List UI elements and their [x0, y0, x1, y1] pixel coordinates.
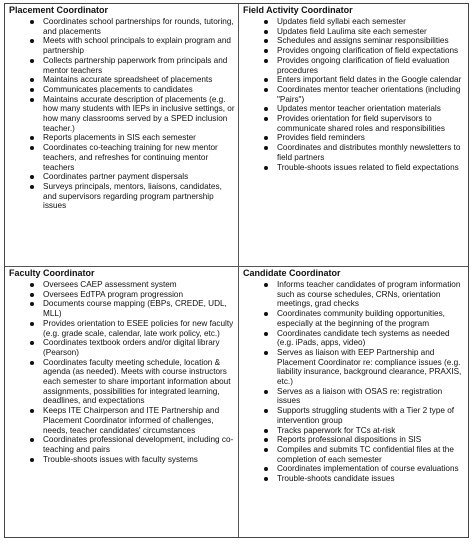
duty-text: Trouble-shoots candidate issues — [277, 474, 395, 484]
duty-text: Provides ongoing clarification of field expectations — [277, 46, 459, 56]
duty-item — [43, 36, 235, 55]
bullet-icon — [264, 78, 268, 82]
duty-text: Provides orientation to ESEE policies for new faculty (e.g. grade scale, calendar, late work policy, etc.) — [43, 318, 234, 338]
duty-item — [277, 104, 465, 114]
duty-item — [277, 163, 465, 173]
duty-text: Documents course mapping (EBPs, CREDE, UDL, MLL) — [43, 299, 227, 319]
faculty-coordinator-title: Faculty Coordinator — [9, 268, 95, 278]
duty-item — [277, 280, 465, 309]
duty-text: Provides ongoing clarification of field evaluation procedures — [277, 55, 450, 75]
duty-item — [43, 182, 235, 211]
bullet-icon — [264, 59, 268, 63]
duty-item — [277, 75, 465, 85]
duty-item — [277, 143, 465, 162]
duty-text: Schedules and assigns seminar responsibilities — [277, 36, 449, 46]
candidate-duties-list — [243, 280, 465, 484]
bullet-icon — [30, 302, 34, 306]
bullet-icon — [30, 88, 34, 92]
duty-item — [43, 17, 235, 36]
bullet-icon — [264, 390, 268, 394]
bullet-icon — [264, 88, 268, 92]
bullet-icon — [30, 185, 34, 189]
faculty-coordinator-cell — [5, 267, 238, 537]
bullet-icon — [264, 39, 268, 43]
duty-item — [277, 46, 465, 56]
duty-item — [43, 143, 235, 172]
bullet-icon — [264, 30, 268, 34]
duty-item — [277, 435, 465, 445]
duty-text: Coordinates school partnerships for rounds, tutoring, and placements — [43, 17, 234, 36]
duty-text: Reports placements in SIS each semester — [43, 133, 196, 143]
duty-text: Keeps ITE Chairperson and ITE Partnership and Placement Coordinator informed of challenges, needs, teacher candidates' circumstances — [43, 406, 220, 435]
duty-text: Informs teacher candidates of program information such as course schedules, CRNs, orientation meetings, grad checks — [277, 280, 461, 309]
bullet-icon — [264, 136, 268, 140]
duty-text: Enters important field dates in the Google calendar — [277, 75, 462, 85]
duty-text: Serves as liaison with EEP Partnership and Placement Coordinator re: compliance issues (e.g. liability insurance, background clearance, PRAXIS, etc.) — [277, 347, 462, 387]
duty-text: Tracks paperwork for TCs at-risk — [277, 425, 396, 435]
bullet-icon — [30, 136, 34, 140]
duty-item — [43, 299, 235, 318]
bullet-icon — [264, 312, 268, 316]
duty-text: Coordinates textbook orders and/or digital library (Pearson) — [43, 338, 220, 357]
duty-text: Provides orientation for field supervisors to communicate shared roles and responsibilities — [277, 114, 445, 133]
bullet-icon — [30, 438, 34, 442]
bullet-icon — [30, 341, 34, 345]
duty-text: Compiles and submits TC confidential files at the completion of each semester — [277, 444, 454, 464]
duty-item — [43, 75, 235, 85]
duty-text: Coordinates partner payment dispersals — [43, 172, 189, 182]
duty-item — [277, 348, 465, 387]
duty-item — [43, 133, 235, 143]
bullet-icon — [30, 361, 34, 365]
bullet-icon — [264, 146, 268, 150]
duty-item — [43, 290, 235, 300]
duty-text: Reports professional dispositions in SIS — [277, 435, 422, 445]
bullet-icon — [30, 409, 34, 413]
placement-duties-list — [9, 17, 235, 211]
bullet-icon — [30, 59, 34, 63]
bullet-icon — [30, 458, 34, 462]
bullet-icon — [30, 98, 34, 102]
duty-item — [43, 406, 235, 435]
duty-item — [277, 133, 465, 143]
duty-text: Coordinates professional development, including co-teaching and pairs — [43, 435, 234, 454]
bullet-icon — [264, 49, 268, 53]
duty-item — [43, 455, 235, 465]
bullet-icon — [264, 438, 268, 442]
duty-text: Supports struggling students with a Tier 2 type of intervention group — [277, 406, 455, 425]
duty-text: Surveys principals, mentors, liaisons, candidates, and supervisors regarding program partnership issues — [43, 181, 222, 211]
duty-item — [277, 36, 465, 46]
bullet-icon — [264, 166, 268, 170]
duty-item — [277, 406, 465, 425]
bullet-icon — [30, 175, 34, 179]
placement-coordinator-cell — [5, 4, 238, 266]
duty-item — [43, 56, 235, 75]
duty-text: Coordinates faculty meeting schedule, location & agenda (as needed). Meets with course instructors each semester to share important information about assignments, possibilities for integrated learning, deadlines, and expectations — [43, 357, 231, 406]
bullet-icon — [264, 429, 268, 433]
bullet-icon — [264, 448, 268, 452]
bullet-icon — [30, 322, 34, 326]
duty-text: Trouble-shoots issues with faculty systems — [43, 454, 198, 464]
duty-text: Oversees EdTPA program progression — [43, 289, 184, 299]
duty-item — [277, 114, 465, 133]
duty-text: Coordinates mentor teacher orientations (including "Pairs") — [277, 84, 461, 104]
bullet-icon — [30, 146, 34, 150]
duty-text: Collects partnership paperwork from principals and mentor teachers — [43, 55, 228, 75]
duty-text: Updates mentor teacher orientation materials — [277, 104, 441, 114]
duty-text: Coordinates candidate tech systems as needed (e.g. iPads, apps, video) — [277, 328, 450, 348]
bullet-icon — [30, 20, 34, 24]
duty-item — [43, 338, 235, 357]
candidate-coordinator-cell — [239, 267, 468, 537]
duty-text: Maintains accurate spreadsheet of placements — [43, 75, 213, 85]
duty-item — [43, 280, 235, 290]
bullet-icon — [30, 293, 34, 297]
field-activity-coordinator-title: Field Activity Coordinator — [243, 5, 353, 15]
duty-item — [277, 85, 465, 104]
duty-text: Oversees CAEP assessment system — [43, 280, 177, 289]
duty-text: Coordinates co-teaching training for new mentor teachers, and refreshes for continuing mentor teachers — [43, 143, 218, 172]
duty-item — [277, 56, 465, 75]
bullet-icon — [30, 283, 34, 287]
field-activity-coordinator-cell — [239, 4, 468, 266]
duty-item — [277, 309, 465, 328]
duty-item — [277, 329, 465, 348]
bullet-icon — [264, 283, 268, 287]
bullet-icon — [264, 20, 268, 24]
duty-item — [43, 435, 235, 454]
duty-text: Meets with school principals to explain program and partnership — [43, 36, 231, 56]
duty-item — [43, 358, 235, 407]
bullet-icon — [264, 107, 268, 111]
duty-item — [277, 464, 465, 474]
duty-text: Coordinates and distributes monthly newsletters to field partners — [277, 143, 461, 162]
faculty-duties-list — [9, 280, 235, 464]
duty-text: Communicates placements to candidates — [43, 84, 193, 94]
duty-item — [277, 474, 465, 484]
bullet-icon — [264, 467, 268, 471]
duty-item — [43, 95, 235, 134]
duty-text: Maintains accurate description of placements (e.g. how many students with IEPs in inclusive settings, or how many classrooms served by a SPED inclusion teacher.) — [43, 94, 235, 133]
duty-item — [277, 426, 465, 436]
duty-item — [277, 17, 465, 27]
duty-item — [277, 27, 465, 37]
bullet-icon — [264, 351, 268, 355]
duty-text: Trouble-shoots issues related to field expectations — [277, 162, 459, 172]
bullet-icon — [30, 39, 34, 43]
duty-text: Coordinates implementation of course evaluations — [277, 464, 459, 474]
duty-item — [277, 387, 465, 406]
candidate-coordinator-title: Candidate Coordinator — [243, 268, 341, 278]
duty-item — [43, 172, 235, 182]
coordinator-roles-table — [4, 3, 469, 538]
placement-coordinator-title: Placement Coordinator — [9, 5, 109, 15]
bullet-icon — [264, 477, 268, 481]
duty-text: Provides field reminders — [277, 133, 365, 143]
bullet-icon — [264, 409, 268, 413]
bullet-icon — [264, 117, 268, 121]
duty-text: Updates field syllabi each semester — [277, 17, 406, 26]
duty-item — [43, 319, 235, 338]
field-duties-list — [243, 17, 465, 172]
duty-item — [43, 85, 235, 95]
duty-text: Updates field Laulima site each semester — [277, 26, 427, 36]
duty-text: Coordinates community building opportunities, especially at the beginning of the program — [277, 309, 445, 328]
duty-text: Serves as a liaison with OSAS re: registration issues — [277, 386, 443, 406]
bullet-icon — [30, 78, 34, 82]
bullet-icon — [264, 332, 268, 336]
duty-item — [277, 445, 465, 464]
